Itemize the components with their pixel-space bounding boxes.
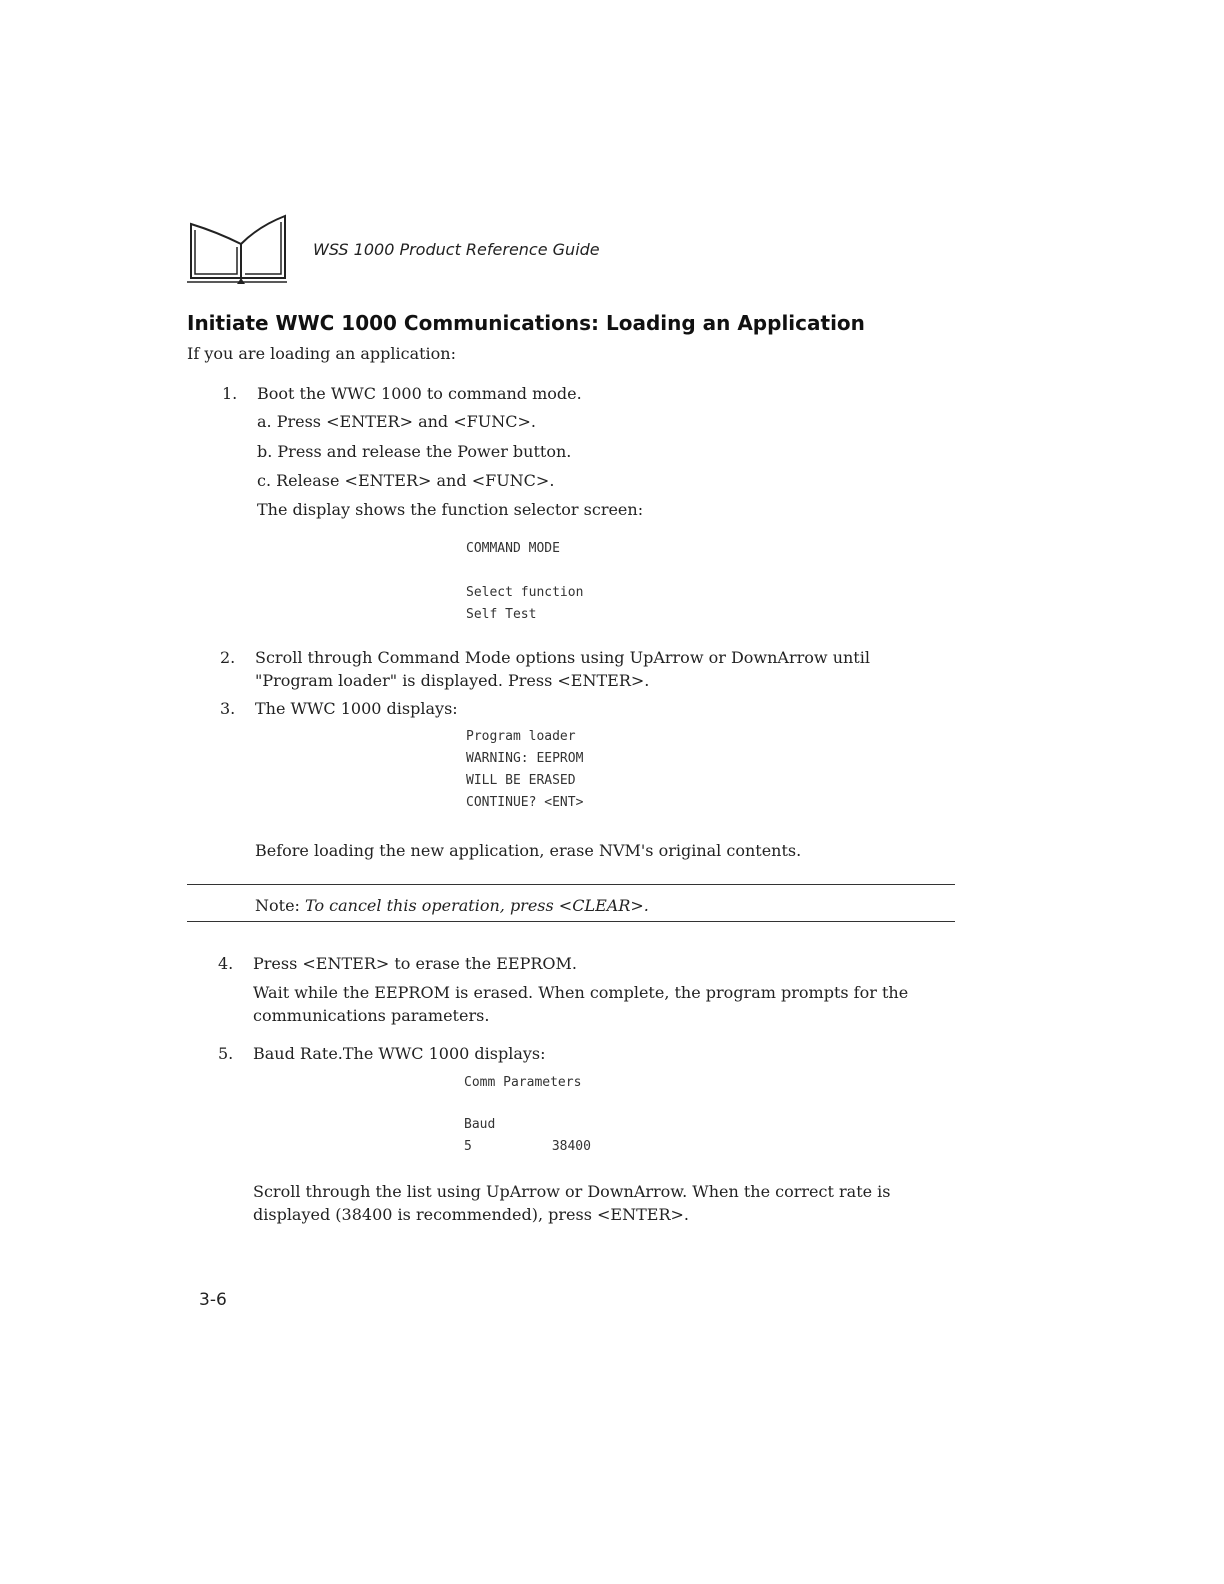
- note-text: To cancel this operation, press <CLEAR>.: [305, 896, 649, 915]
- step-1b: b. Press and release the Power button.: [257, 442, 572, 461]
- display-index: 5: [464, 1139, 472, 1154]
- display-line: Baud: [464, 1117, 496, 1132]
- step-3-after: Before loading the new application, erase NVM's original contents.: [255, 841, 802, 860]
- step-5-line1: Scroll through the list using UpArrow or DownArrow. When the correct rate is: [253, 1182, 891, 1201]
- step-2-line2: "Program loader" is displayed. Press <ENTER>.: [255, 671, 650, 690]
- display-screen-1: [466, 538, 583, 626]
- step-2-line1: Scroll through Command Mode options using UpArrow or DownArrow until: [255, 648, 870, 667]
- running-title: WSS 1000 Product Reference Guide: [313, 240, 600, 259]
- step-4-line2: communications parameters.: [253, 1006, 490, 1025]
- step-4-line1: Wait while the EEPROM is erased. When complete, the program prompts for the: [253, 983, 909, 1002]
- display-screen-3: [464, 1072, 591, 1158]
- intro-text: If you are loading an application:: [187, 344, 456, 363]
- display-line: WILL BE ERASED: [466, 773, 576, 788]
- section-title: Initiate WWC 1000 Communications: Loading an Application: [187, 311, 865, 335]
- display-line: Program loader: [466, 729, 576, 744]
- step-1-number: 1.: [222, 384, 238, 403]
- display-line: [464, 1136, 591, 1158]
- step-5-text: Baud Rate.The WWC 1000 displays:: [253, 1044, 546, 1063]
- display-line: CONTINUE? <ENT>: [466, 795, 584, 810]
- page-header: [187, 210, 787, 286]
- display-line: Select function: [466, 585, 584, 600]
- step-1c: c. Release <ENTER> and <FUNC>.: [257, 471, 555, 490]
- display-line: WARNING: EEPROM: [466, 751, 584, 766]
- step-1a: a. Press <ENTER> and <FUNC>.: [257, 412, 536, 431]
- note: [255, 896, 649, 916]
- step-3-text: The WWC 1000 displays:: [255, 699, 458, 718]
- page-number: 3-6: [199, 1290, 227, 1310]
- step-1-text: Boot the WWC 1000 to command mode.: [257, 384, 582, 403]
- step-5-line2: displayed (38400 is recommended), press <ENTER>.: [253, 1205, 689, 1224]
- note-label: Note:: [255, 896, 300, 915]
- display-line: Self Test: [466, 607, 537, 622]
- step-4-number: 4.: [218, 954, 234, 973]
- display-baud-value: 38400: [551, 1139, 591, 1154]
- step-3-number: 3.: [220, 699, 236, 718]
- step-1-after: The display shows the function selector screen:: [257, 500, 644, 519]
- step-4-text: Press <ENTER> to erase the EEPROM.: [253, 954, 577, 973]
- display-line: Comm Parameters: [464, 1075, 582, 1090]
- step-2-number: 2.: [220, 648, 236, 667]
- display-line: COMMAND MODE: [466, 541, 560, 556]
- note-bottom-rule: [187, 921, 955, 922]
- display-screen-2: [466, 726, 583, 814]
- note-top-rule: [187, 884, 955, 885]
- book-icon: [187, 210, 287, 286]
- step-5-number: 5.: [218, 1044, 234, 1063]
